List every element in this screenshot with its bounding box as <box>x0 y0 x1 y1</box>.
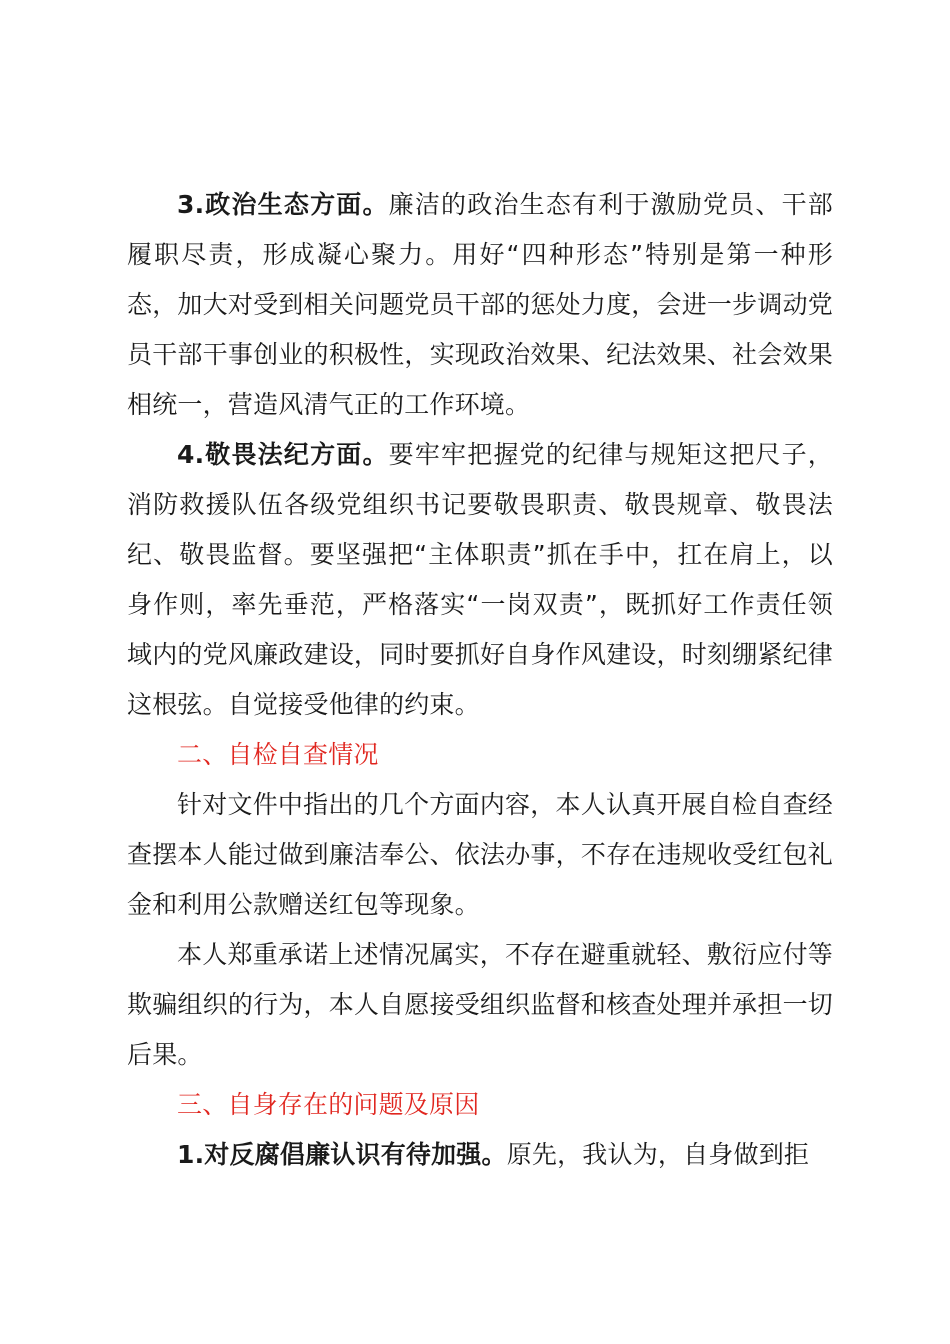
document-page <box>127 180 833 1180</box>
paragraph-lead: 4.敬畏法纪方面。 <box>177 440 389 469</box>
paragraph-text: 要牢牢把握党的纪律与规矩这把尺子，消防救援队伍各级党组织书记要敬畏职责、敬畏规章、敬畏法纪、敬畏监督。要坚强把“主体职责”抓在手中，扛在肩上，以身作则，率先垂范，严格落实“一岗双责”，既抓好工作责任领域内的党风廉政建设，同时要抓好自身作风建设，时刻绷紧纪律这根弦。自觉接受他律的约束。 <box>127 440 833 719</box>
section-heading-problems: 三、自身存在的问题及原因 <box>177 1090 480 1119</box>
paragraph-text: 本人郑重承诺上述情况属实，不存在避重就轻、敷衍应付等欺骗组织的行为，本人自愿接受组织监督和核查处理并承担一切后果。 <box>127 940 833 1069</box>
paragraph-text: 廉洁的政治生态有利于激励党员、干部履职尽责，形成凝心聚力。用好“四种形态”特别是第一种形态，加大对受到相关问题党员干部的惩处力度，会进一步调动党员干部干事创业的积极性，实现政治效果、纪法效果、社会效果相统一，营造风清气正的工作环境。 <box>127 190 833 419</box>
paragraph-text: 针对文件中指出的几个方面内容，本人认真开展自检自查经查摆本人能过做到廉洁奉公、依法办事，不存在违规收受红包礼金和利用公款赠送红包等现象。 <box>127 790 833 919</box>
paragraph-self-check-result <box>127 780 833 930</box>
paragraph-respect-discipline <box>127 430 833 730</box>
section-heading-self-check: 二、自检自查情况 <box>177 740 379 769</box>
paragraph-lead: 1.对反腐倡廉认识有待加强。 <box>177 1140 507 1169</box>
paragraph-text: 原先，我认为，自身做到拒 <box>506 1140 810 1169</box>
paragraph-lead: 3.政治生态方面。 <box>177 190 389 219</box>
paragraph-commitment <box>127 930 833 1080</box>
paragraph-political-ecology <box>127 180 833 430</box>
paragraph-anti-corruption <box>127 1130 833 1180</box>
